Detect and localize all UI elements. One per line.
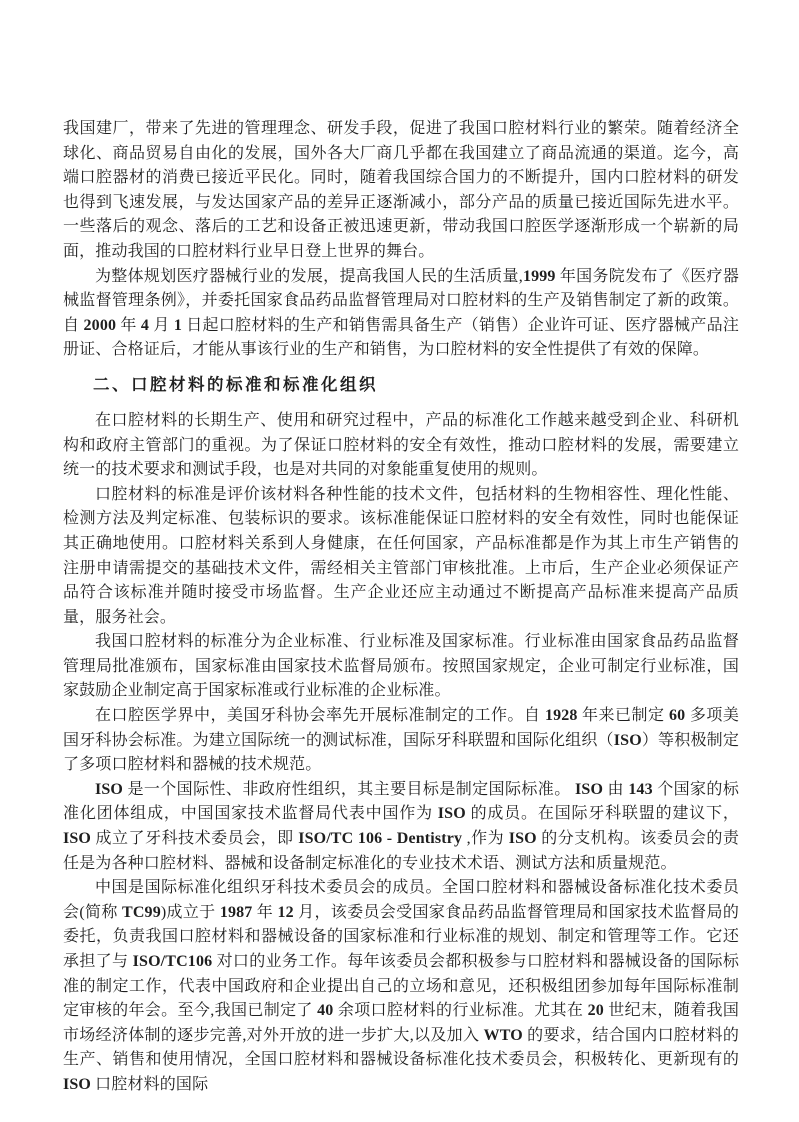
- latin-text: 4: [140, 316, 150, 334]
- paragraph-standard-levels: 我国口腔材料的标准分为企业标准、行业标准及国家标准。行业标准由国家食品药品监督管理局批准颁布，国家标准由国家技术监督局颁布。按照国家规定，企业可制定行业标准，国家鼓励企业制定高于国家标准或行业标准的企业标准。: [63, 633, 739, 700]
- latin-text: TC99: [122, 903, 161, 921]
- paragraph-standardization-importance: 在口腔材料的长期生产、使用和研究过程中，产品的标准化工作越来越受到企业、科研机构和政府主管部门的重视。为了保证口腔材料的安全有效性，推动口腔材料的发展，需要建立统一的技术要求和测试手段，也是对共同的对象能重复使用的规则。: [63, 411, 739, 479]
- paragraph-continuation: 我国建厂，带来了先进的管理理念、研发手段，促进了我国口腔材料行业的繁荣。随着经济全球化、商品贸易自由化的发展，国外各大厂商几乎都在我国建立了商品流通的渠道。迄今，高端口腔器材的消费已接近平民化。同时，随着我国综合国力的不断提升，国内口腔材料的研发也得到飞速发展，与发达国家产品的差异正逐渐减小，部分产品的质量已接近国际先进水平。一些落后的观念、落后的工艺和设备正被迅速更新，带动我国口腔医学逐渐形成一个崭新的局面，推动我国的口腔材料行业早日登上世界的舞台。: [63, 120, 739, 260]
- latin-text: ISO: [63, 830, 92, 848]
- latin-text: ISO: [575, 780, 604, 798]
- latin-text: ISO: [508, 830, 537, 848]
- latin-text: 2000: [83, 316, 117, 334]
- paragraph-china-tc99: 中国是国际标准化组织牙科技术委员会的成员。全国口腔材料和器械设备标准化技术委员会(简称 TC99)成立于 1987 年 12 月，该委员会受国家食品药品监督管理局和国家技术监督局的委托，负责我国口腔材料和器械设备的国家标准和行业标准的规划、制定和管理等工作。它还承担了与 ISO/TC106 对口的业务工作。每年该委员会都积极参与口腔材料和器械设备的国际标准的制定工作，代表中国政府和企业提出自己的立场和意见，还积极组团参加每年国际标准制定审核的年会。至今,我国已制定了 40 余项口腔材料的行业标准。尤其在 20 世纪末，随着我国市场经济体制的逐步完善,对外开放的进一步扩大,以及加入 WTO 的要求，结合国内口腔材料的生产、销售和使用情况，全国口腔材料和器械设备标准化技术委员会，积极转化、更新现有的 ISO 口腔材料的国际: [63, 879, 739, 1093]
- latin-text: ISO/TC 106 - Dentistry: [298, 830, 463, 848]
- latin-text: 40: [317, 1002, 334, 1020]
- latin-text: 143: [628, 780, 653, 798]
- latin-text: 1987: [219, 903, 253, 921]
- latin-text: WTO: [483, 1026, 523, 1044]
- latin-text: ISO: [95, 780, 124, 798]
- paragraph-ada-iso-history: 在口腔医学界中，美国牙科协会率先开展标准制定的工作。自 1928 年来已制定 60 多项美国牙科协会标准。为建立国际统一的测试标准，国际牙科联盟和国际化组织（ISO）等积极制定了多项口腔材料和器械的技术规范。: [63, 707, 739, 774]
- latin-text: 12: [277, 903, 294, 921]
- latin-text: 20: [587, 1002, 604, 1020]
- latin-text: 1928: [544, 707, 578, 725]
- paragraph-standard-definition: 口腔材料的标准是评价该材料各种性能的技术文件，包括材料的生物相容性、理化性能、检测方法及判定标准、包装标识的要求。该标准能保证口腔材料的安全有效性，同时也能保证其正确地使用。口腔材料关系到人身健康，在任何国家，产品标准都是作为其上市生产销售的注册申请需提交的基础技术文件，需经相关主管部门审核批准。上市后，生产企业必须保证产品符合该标准并随时接受市场监督。生产企业还应主动通过不断提高产品标准来提高产品质量，服务社会。: [63, 485, 739, 626]
- paragraph-iso-organization: ISO 是一个国际性、非政府性组织，其主要目标是制定国际标准。 ISO 由 143 个国家的标准化团体组成，中国国家技术监督局代表中国作为 ISO 的成员。在国际牙科联盟的建议下，ISO 成立了牙科技术委员会，即 ISO/TC 106 - Dentistry ,作为 ISO 的分支机构。该委员会的责任是为各种口腔材料、器械和设备制定标准化的专业技术术语、测试方法和质量规范。: [63, 780, 740, 872]
- latin-text: ISO: [437, 805, 466, 823]
- latin-text: ISO/TC106: [132, 953, 213, 970]
- latin-text: 60: [669, 707, 686, 725]
- latin-text: 1: [173, 316, 183, 334]
- paragraph-regulation-policy: 为整体规划医疗器械行业的发展，提高我国人民的生活质量,1999 年国务院发布了《医疗器械监督管理条例》，并委托国家食品药品监督管理局对口腔材料的生产及销售制定了新的政策。自 2000 年 4 月 1 日起口腔材料的生产和销售需具备生产（销售）企业许可证、医疗器械产品注册证、合格证后，才能从事该行业的生产和销售，为口腔材料的安全性提供了有效的保障。: [63, 267, 739, 359]
- latin-text: ISO: [63, 1075, 92, 1093]
- latin-text: ISO: [613, 731, 642, 749]
- latin-text: 1999: [522, 267, 556, 285]
- section-heading: 二、口腔材料的标准和标准化组织: [93, 374, 378, 394]
